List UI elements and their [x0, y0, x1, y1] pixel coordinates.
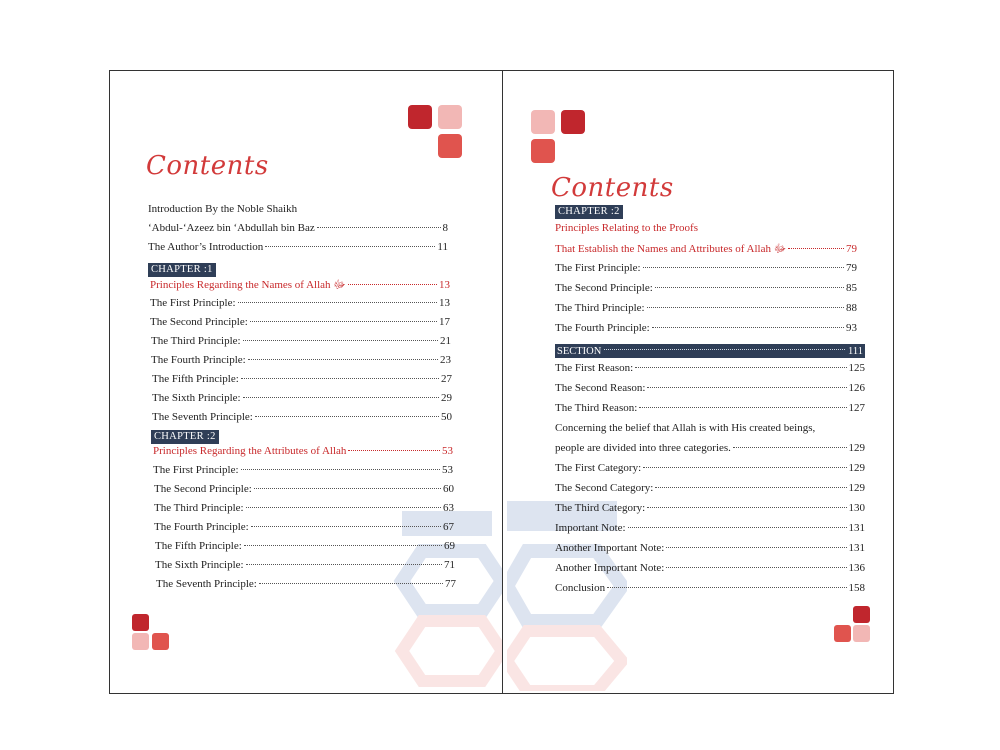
decor-square: [853, 606, 870, 623]
decor-square: [531, 139, 555, 163]
toc-entry[interactable]: The Third Principle: 63: [154, 502, 454, 514]
toc-entry[interactable]: The First Category: 129: [555, 462, 865, 474]
section-bar[interactable]: SECTION 111: [557, 345, 863, 357]
decor-square: [531, 110, 555, 134]
decor-square: [834, 625, 851, 642]
decor-square: [132, 633, 149, 650]
decor-square: [408, 105, 432, 129]
toc-right: [555, 205, 875, 605]
toc-entry[interactable]: The Second Principle: 85: [555, 282, 857, 294]
toc-entry[interactable]: The Fourth Principle: 67: [154, 521, 454, 533]
toc-entry[interactable]: Important Note: 131: [555, 522, 865, 534]
left-page: [110, 71, 502, 693]
toc-chapter1-heading[interactable]: Principles Regarding the Names of Allah ﷻ 13: [150, 279, 450, 291]
toc-entry[interactable]: The Third Principle: 88: [555, 302, 857, 314]
toc-entry[interactable]: The Sixth Principle: 71: [155, 559, 455, 571]
toc-entry[interactable]: The Third Principle: 21: [151, 335, 451, 347]
toc-entry[interactable]: Another Important Note: 131: [555, 542, 865, 554]
toc-entry[interactable]: The Second Principle: 17: [150, 316, 450, 328]
decor-square: [438, 134, 462, 158]
decor-square: [853, 625, 870, 642]
toc-entry[interactable]: The Fourth Principle: 23: [151, 354, 451, 366]
toc-entry[interactable]: The Second Principle: 60: [154, 483, 454, 495]
toc-entry[interactable]: The Seventh Principle: 50: [152, 411, 452, 423]
chapter-badge: CHAPTER :2: [555, 205, 623, 219]
toc-author-intro[interactable]: The Author’s Introduction 11: [148, 241, 448, 253]
toc-chapter2-heading[interactable]: Principles Regarding the Attributes of Allah 53: [153, 445, 453, 457]
toc-entry[interactable]: The First Reason: 125: [555, 362, 865, 374]
toc-left: [148, 203, 468, 673]
toc-entry[interactable]: The Second Reason: 126: [555, 382, 865, 394]
book-spread: [109, 70, 894, 694]
chapter-badge: CHAPTER :1: [148, 263, 216, 277]
toc-entry[interactable]: The Third Category: 130: [555, 502, 865, 514]
toc-belief-line1[interactable]: Concerning the belief that Allah is with His created beings,: [555, 422, 816, 434]
toc-intro-line1[interactable]: Introduction By the Noble Shaikh: [148, 203, 298, 215]
toc-entry[interactable]: Another Important Note: 136: [555, 562, 865, 574]
toc-entry[interactable]: The First Principle: 79: [555, 262, 857, 274]
decor-square: [561, 110, 585, 134]
toc-belief-line2[interactable]: people are divided into three categories. 129: [555, 442, 865, 454]
decor-square: [438, 105, 462, 129]
toc-entry[interactable]: Conclusion 158: [555, 582, 865, 594]
chapter-badge: CHAPTER :2: [151, 430, 219, 444]
toc-intro-line2[interactable]: ‘Abdul-‘Azeez bin ‘Abdullah bin Baz 8: [148, 222, 448, 234]
toc-entry[interactable]: The Fourth Principle: 93: [555, 322, 857, 334]
toc-entry[interactable]: The Seventh Principle: 77: [156, 578, 456, 590]
toc-chapter2-heading-line1[interactable]: Principles Relating to the Proofs: [555, 222, 698, 234]
toc-entry[interactable]: The Second Category: 129: [555, 482, 865, 494]
toc-entry[interactable]: The Fifth Principle: 69: [155, 540, 455, 552]
toc-entry[interactable]: The Sixth Principle: 29: [152, 392, 452, 404]
toc-entry[interactable]: The Fifth Principle: 27: [152, 373, 452, 385]
toc-entry[interactable]: The First Principle: 53: [153, 464, 453, 476]
contents-title: Contents: [146, 151, 269, 181]
decor-square: [132, 614, 149, 631]
right-page: [503, 71, 893, 693]
contents-title: Contents: [551, 173, 674, 203]
toc-chapter2-heading-line2[interactable]: That Establish the Names and Attributes of Allah ﷻ 79: [555, 243, 857, 255]
toc-entry[interactable]: The First Principle: 13: [150, 297, 450, 309]
toc-entry[interactable]: The Third Reason: 127: [555, 402, 865, 414]
